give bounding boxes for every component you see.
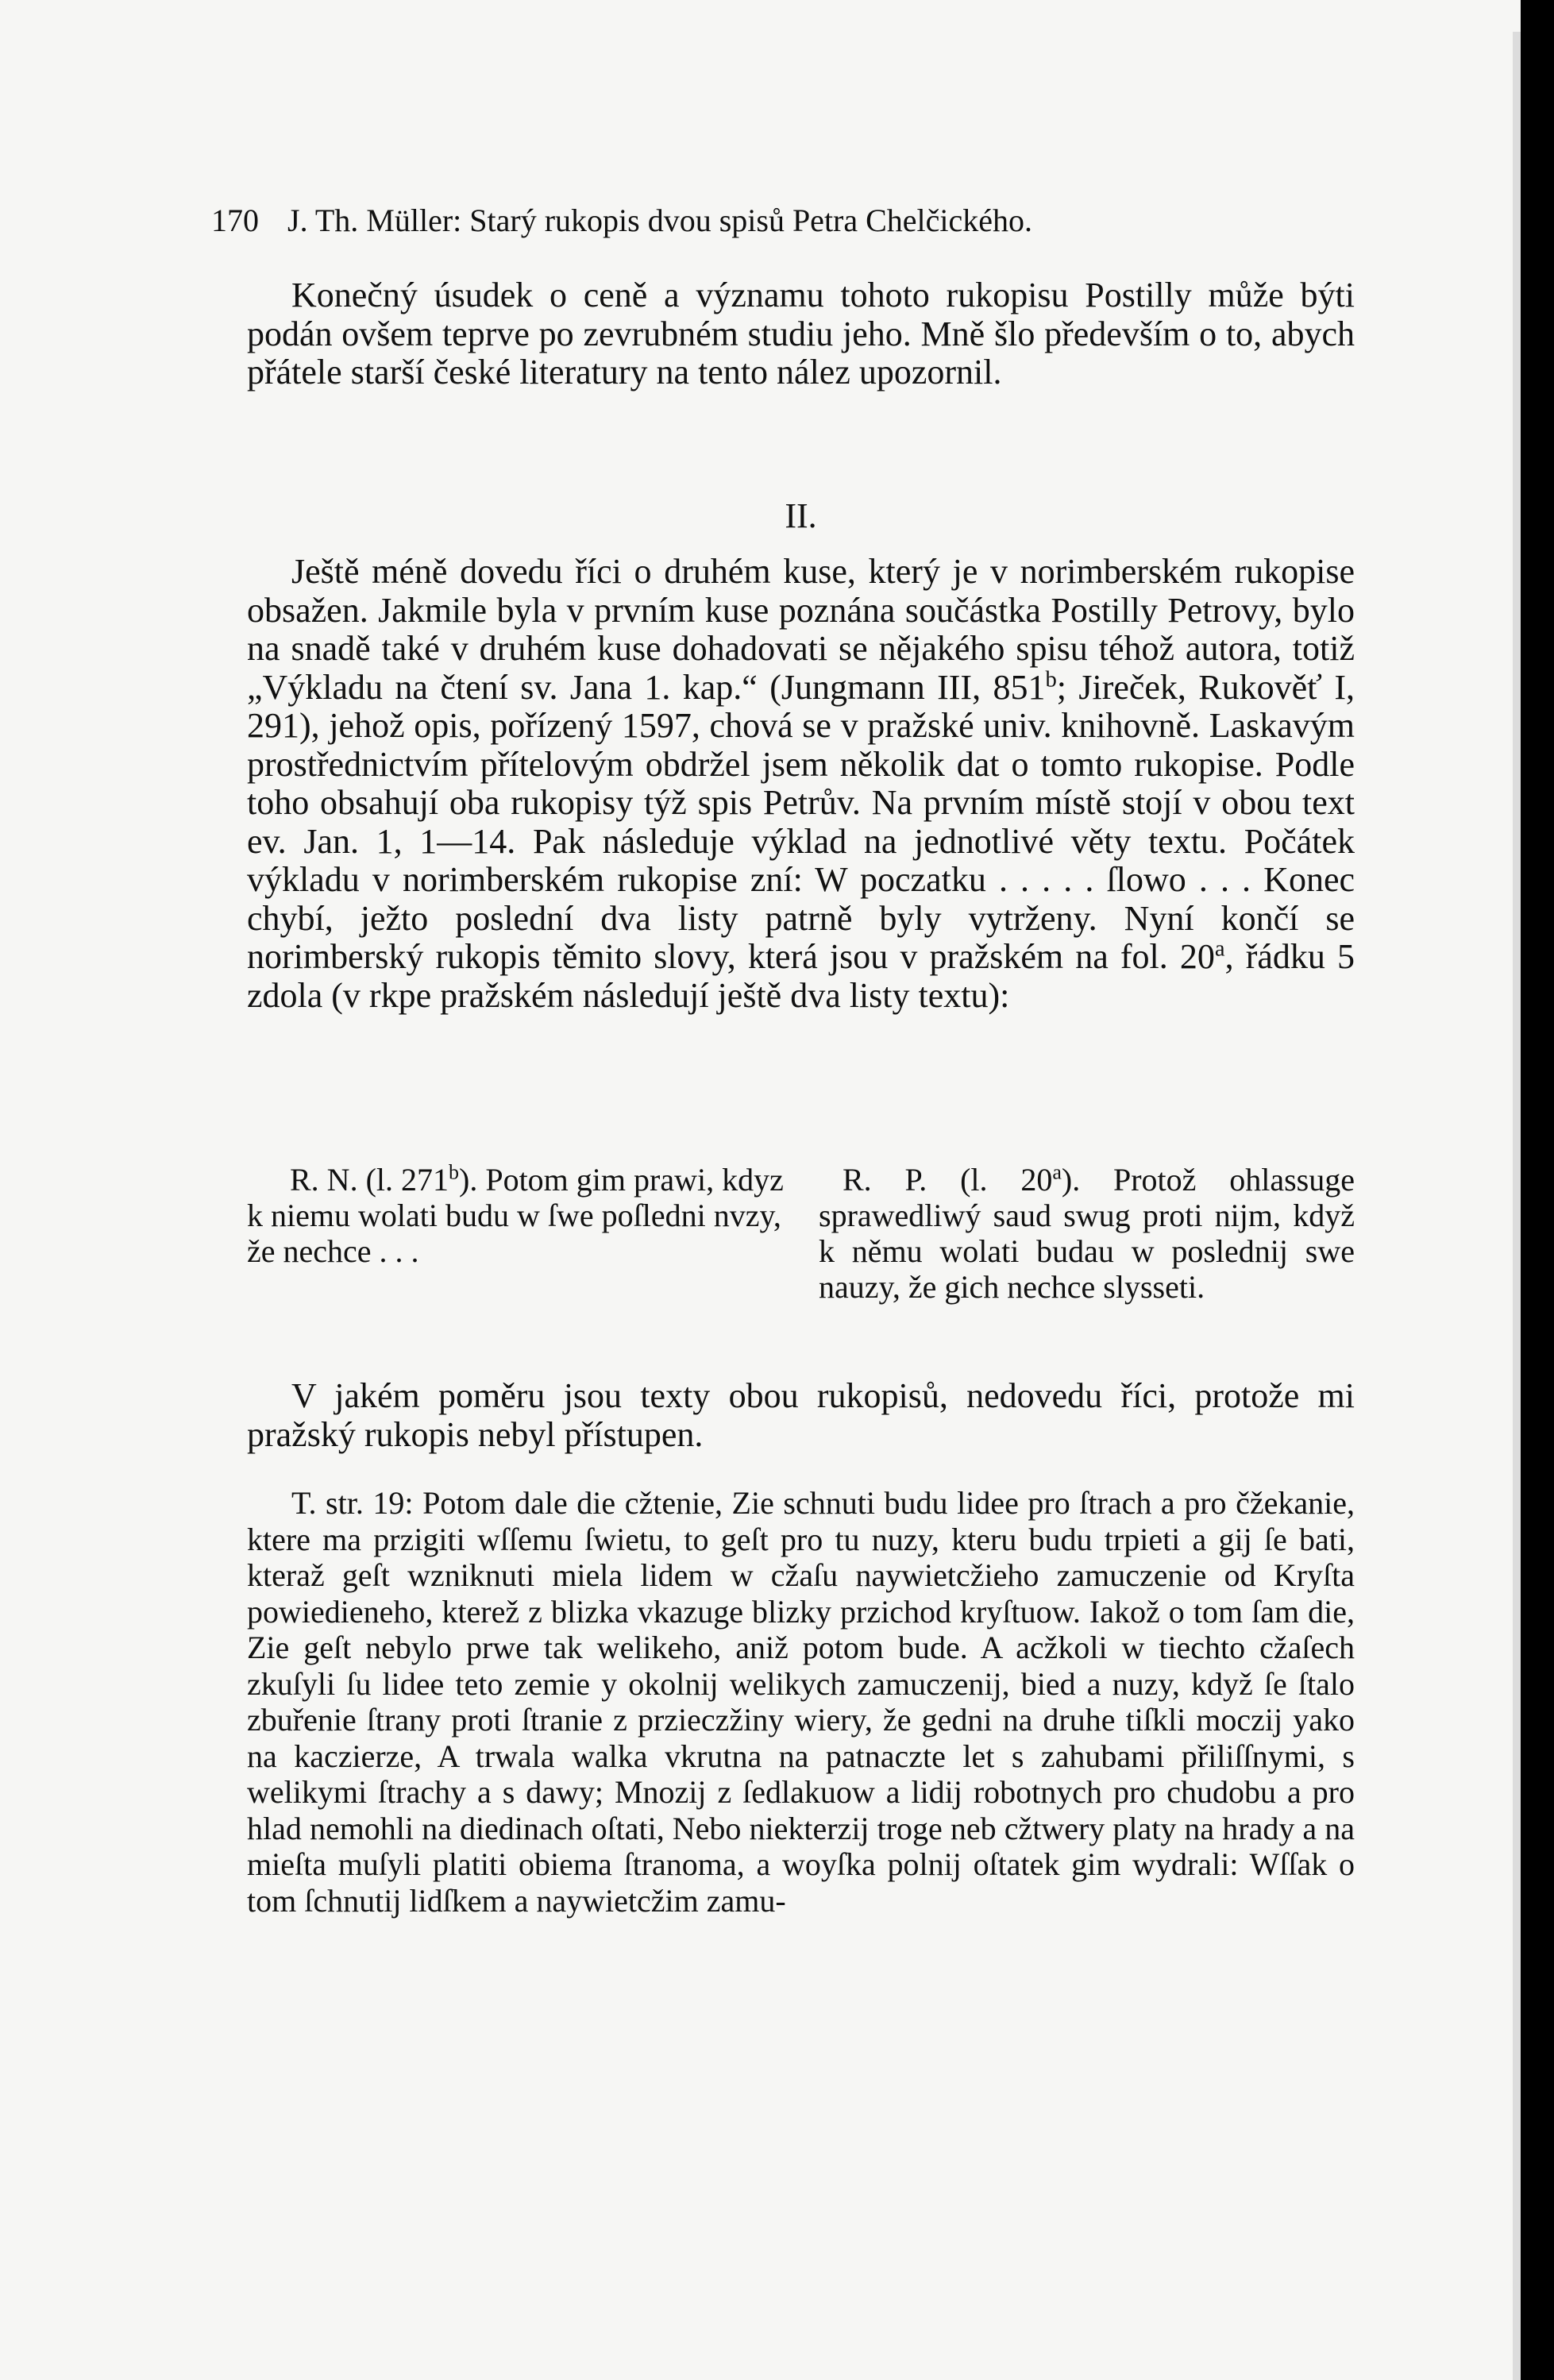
running-title: J. Th. Müller: Starý rukopis dvou spisů Petra Chelčického.	[287, 203, 1033, 238]
section-heading: II.	[785, 496, 817, 535]
paragraph-2-part-3: , řádku 5 zdola (v rkpe pražském následují ještě dva listy textu):	[247, 937, 1355, 1015]
manuscript-comparison	[247, 1162, 1355, 1368]
prague-quote	[819, 1162, 1355, 1305]
nuremberg-label: R. N. (l. 271	[290, 1162, 449, 1198]
page-number: 170	[211, 203, 259, 238]
paragraph-2-part-2: ; Jireček, Rukověť I, 291), jehož opis, pořízený 1597, chová se v pražské univ. knihovně. Laskavým prostřednictvím přítelovým obdržel jsem několik dat o tomto rukopise. Podle toho obsahují oba rukopisy týž spis Petrův. Na prvním místě stojí v obou text ev. Jan. 1, 1—14. Pak následuje výklad na jednotlivé věty textu. Počátek výkladu v norimberském rukopise zní: W poczatku . . . . . ſlowo . . . Konec chybí, ježto poslední dva listy patrně byly vytrženy. Nyní končí se norimberský rukopis těmito slovy, která jsou v pražském na fol. 20	[247, 667, 1355, 976]
running-header	[211, 201, 1323, 241]
nuremberg-text: ). Potom gim prawi, kdyz k niemu wolati budu w ſwe poſledni nvzy, že nechce . . .	[247, 1162, 784, 1269]
prague-label: R. P. (l. 20	[843, 1162, 1053, 1198]
paragraph-1: Konečný úsudek o ceně a významu tohoto rukopisu Postilly může býti podán ovšem teprve po zevrubném studiu jeho. Mně šlo především o to, abych přátele starší české literatury na tento nález upozornil.	[247, 276, 1355, 392]
superscript-a: a	[1214, 936, 1225, 962]
nuremberg-quote	[247, 1162, 787, 1269]
paragraph-2-part-1: Ještě méně dovedu říci o druhém kuse, který je v norimberském rukopise obsažen. Jakmile byla v prvním kuse poznána součástka Postilly Petrovy, bylo na snadě také v druhém kuse dohadovati se nějakého spisu téhož autora, totiž „Výkladu na čtení sv. Jana 1. kap.“ (Jungmann III, 851	[247, 552, 1355, 707]
page-edge-shadow	[1513, 32, 1521, 2380]
scan-border	[1521, 0, 1554, 2380]
nuremberg-sup: b	[449, 1160, 459, 1184]
prague-sup: a	[1052, 1160, 1062, 1184]
paragraph-2	[247, 553, 1355, 1015]
superscript-b: b	[1045, 666, 1057, 692]
prague-text: ). Protož ohlassuge sprawedliwý saud swug proti nijm, když k němu wolati budau w poslednij swe nauzy, že gich nechce slysseti.	[819, 1162, 1355, 1305]
comparison-right-column	[819, 1162, 1355, 1305]
comparison-left-column	[247, 1162, 787, 1269]
quoted-passage: T. str. 19: Potom dale die cžtenie, Zie schnuti budu lidee pro ſtrach a pro čžekanie, ktere ma przigiti wſſemu ſwietu, to geſt pro tu nuzy, kteru budu trpieti a gij ſe bati, kteraž geſt wzniknuti miela lidem w cžaſu naywietcžieho zamuczenie od Kryſta powiedieneho, kterež z blizka vkazuge blizky przichod kryſtuow. Iakož o tom ſam die, Zie geſt nebylo prwe tak welikeho, aniž potom bude. A acžkoli w tiechto cžaſech zkuſyli ſu lidee teto zemie y okolnij welikych zamuczenij, bied a nuzy, když ſe ſtalo zbuřenie ſtrany proti ſtranie z przieczžiny wiery, že gedni na druhe tiſkli moczij yako na kaczierze, A trwala walka vkrutna na patnaczte let s zahubami přiliſſnymi, s welikymi ſtrachy a s dawy; Mnozij z ſedlakuow a lidij robotnych pro chudobu a pro hlad nemohli na diedinach oſtati, Nebo niekterzij troge neb cžtwery platy na hrady a na mieſta muſyli platiti obiema ſtranoma, a woyſka polnij oſtatek gim wydrali: Wſſak o tom ſchnutij lidſkem a naywietcžim zamu-	[247, 1485, 1355, 1919]
paragraph-3: V jakém poměru jsou texty obou rukopisů, nedovedu říci, protože mi pražský rukopis nebyl přístupen.	[247, 1376, 1355, 1454]
